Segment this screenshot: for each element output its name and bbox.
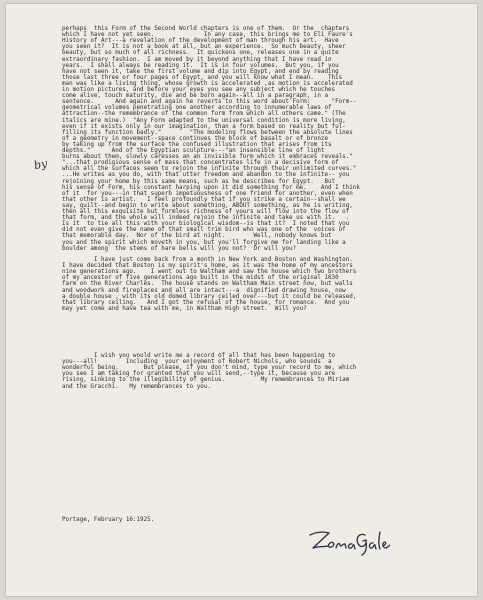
letter-line: ...He writes as you do, with that utter freedom and abandon to the infinite-- you xyxy=(62,172,350,179)
letter-line: I have just come back from a month in New York and Boston and Washington. xyxy=(62,257,353,263)
letter-line: "...that prodigious sense of mass that concentrates life in a decisive form of xyxy=(62,160,339,167)
letter-line: and woodwork and fireplaces and all are intact---a dignified drawing house, now xyxy=(62,287,346,294)
letter-line: I wish you would write me a record of all that has been happening to xyxy=(62,353,336,359)
letter-line: rejoining your home by this same means, such as he describes for Egypt. But xyxy=(62,178,336,185)
letter-line: even if it exists only in our imagination, than a form based on reality but ful- xyxy=(62,123,346,130)
letter-line: that library ceiling. And I got the refusal of the house, for romance. And you xyxy=(62,299,350,306)
letter-page xyxy=(6,4,477,596)
letter-line: of my ancestor of five generations ago built in the midst of the original 1630 xyxy=(62,275,339,282)
letter-line: rising, sinking to the illegibility of genius. My remembrances to Miriam xyxy=(62,377,350,384)
letter-line: by taking up from the surface the confused illustration that arises from its xyxy=(62,141,332,148)
letter-line: that memorable day. Nor of the bird at night. Well, nobody knows but xyxy=(62,233,332,240)
letter-line: which I have not yet seen. In any case, this brings me to Eli Faure's xyxy=(62,32,353,39)
letter-line: extraordinary fashion. I am moved by it beyond anything that I have read in xyxy=(62,56,332,63)
letter-line: wonderful being. But please, if you don't mind, type your record to me, which xyxy=(62,365,357,372)
letter-line: beauty, but so much of all richness. It quickens one, releases one in a quite xyxy=(62,50,339,57)
letter-line: History of Art---a revelation of the development of man through his art. Have xyxy=(62,38,339,45)
place-date-line: Portage, February 16:1925. xyxy=(62,517,155,523)
letter-line: come alive, touch maturity, die and be born again--all in a paragraph, in a xyxy=(62,93,328,100)
letter-line: Is it to tie all this with your biological wisdom--is that it? I noted that you xyxy=(62,221,350,228)
letter-line: that form, and the whole will indeed rejoin the infinite and take us with it. . xyxy=(62,215,350,222)
letter-line: years. I shall always be reading it. It is in four volumes. But you, if you xyxy=(62,62,339,69)
letter-line: did not even give the name of that small trim bird who was one of the voices of xyxy=(62,227,346,234)
letter-line: may yet come and have tea with me, in Waltham High street. Will you? xyxy=(62,305,307,312)
letter-line: in motion pictures, and before your eyes you see any subject which he touches xyxy=(62,87,336,93)
margin-annotation: by xyxy=(32,156,49,173)
letter-line: of it for you---in that superb impetuousness of one friend for another, even when xyxy=(62,190,353,197)
letter-line: geometrical volumes penetrating one another according to innumerable laws of xyxy=(62,105,332,112)
letter-line: you seen it? It is not a book at all, but an experience. So much beauty, sheer xyxy=(62,44,346,51)
letter-line: have not seen it, take the first volume and dip into Egypt, and end by reading xyxy=(62,68,339,75)
letter-line: that other is artist. I feel profoundly that if you strike a certain--shall we xyxy=(62,196,346,203)
letter-line: farm on the River Charles. The house stands on Waltham Main street now, but walls xyxy=(62,281,353,288)
letter-line: italics are mine.) "Any Form adapted to the universal condition is more living, xyxy=(62,117,346,124)
letter-line: depths." And of the Egyptian sculpture---"an insensible line of light xyxy=(62,148,325,154)
letter-line: his sense of Form, his constant harping upon it did something for me. And I think xyxy=(62,184,360,191)
letter-line: which all the surfaces seem to rejoin the infinite through their unlimited curves." xyxy=(62,166,357,173)
letter-line: perhaps this Form of the Second World chapters is one of them. Or the chapters xyxy=(62,26,350,32)
letter-line: sentence. And again and again he reverts to this word about Form: "Form-- xyxy=(62,99,357,106)
letter-line: boulder among the stems of hare bells will you not? Or will you? xyxy=(62,245,297,252)
letter-line: attraction--the remembrance of the common form from which all others came." (The xyxy=(62,111,346,118)
letter-line: and the Gracchi. My remembrances to you. xyxy=(62,383,211,390)
letter-line: man was like a living thing, whose growth is accelerated ,as motion is accelerated xyxy=(62,80,353,87)
letter-line: then all this exquisite but formless richness of yours will flow into the flow of xyxy=(62,209,350,215)
letter-line: filling its function badly." "The modeling flows between the absolute lines xyxy=(62,129,353,136)
letter-line: those last three or four pages of Egypt, and you will know what I mean. This xyxy=(62,74,343,81)
letter-line: you---all! Including your enjoyment of Robert Nichols, who sounds a xyxy=(62,359,332,366)
letter-line: I have decided that Boston is my spirit's home, as it was the home of my ancestors xyxy=(62,263,353,270)
letter-line: you see I am taking for granted that you will send,--type it, because you are xyxy=(62,371,336,378)
letter-line: a double house , with its old domed library ceiled over---but it could be released, xyxy=(62,293,357,300)
letter-line: nine generations ago. I went out to Waltham and saw the house which two brothers xyxy=(62,269,357,276)
handwritten-signature xyxy=(306,526,390,558)
letter-line: burns about them, slowly caresses an an invisible form which it embraces reveals." xyxy=(62,154,353,161)
letter-line: you and the spirit which moveth in you, but you'll forgive me for landing like a xyxy=(62,239,346,246)
letter-line: say, guilt--and begin to write about something, ABOUT something, as he is writing, xyxy=(62,202,353,209)
letter-line: of a geometry in movement--space continues the block of basalt or of bronze xyxy=(62,135,328,142)
